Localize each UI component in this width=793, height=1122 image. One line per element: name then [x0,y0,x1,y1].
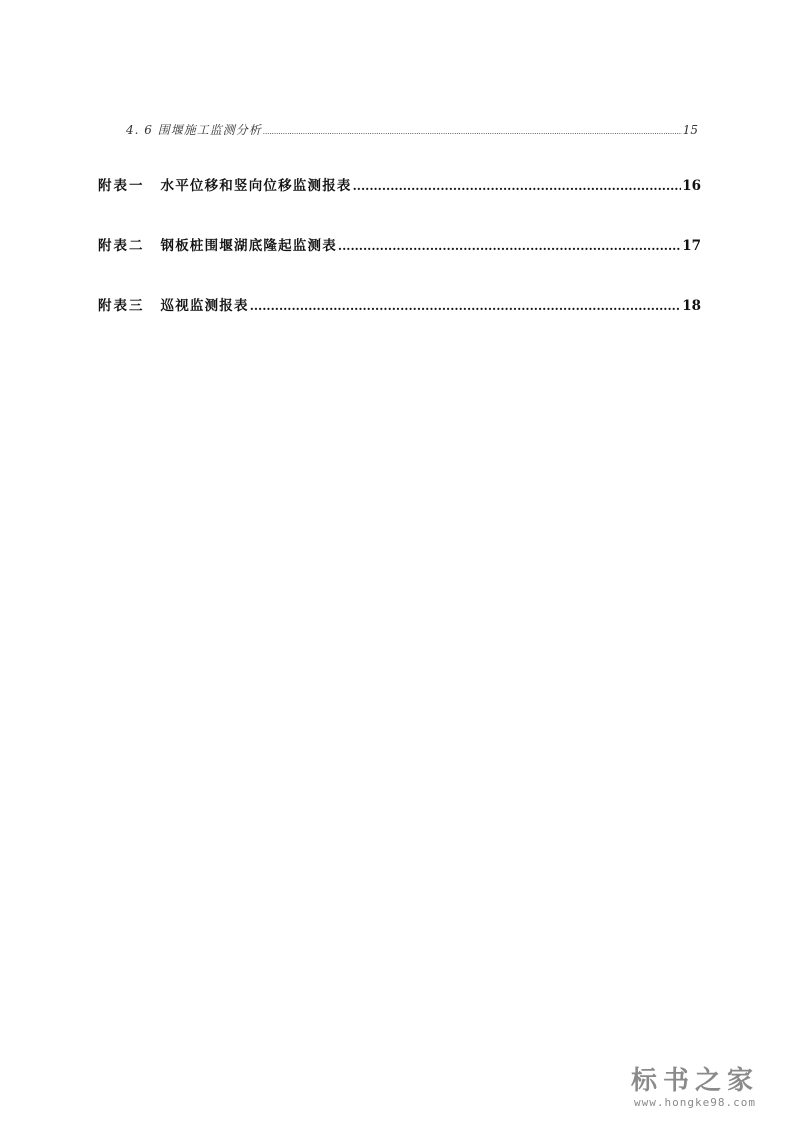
watermark [615,1066,775,1110]
toc-leader-dots [353,178,682,194]
watermark-url: www.hongke98.com [634,1096,756,1109]
toc-page-number: 15 [682,123,698,137]
toc-entry-appendix-3[interactable] [98,294,701,314]
toc-page-number: 16 [682,178,701,194]
appendix-prefix: 附表三 [98,298,145,314]
toc-leader-dots [338,238,681,254]
appendix-prefix: 附表二 [98,238,145,254]
watermark-logo: 标书之家 [630,1066,759,1096]
toc-entry-appendix-1[interactable] [98,174,701,194]
toc-entry-label: 4. 6 围堰施工监测分析 [126,123,262,137]
toc-page-number: 18 [682,298,701,314]
toc-page-number: 17 [682,238,701,254]
toc-entry-4-6[interactable] [126,121,698,138]
toc-entry-appendix-2[interactable] [98,234,701,254]
appendix-title: 巡视监测报表 [160,298,249,314]
toc-leader-dots [263,123,682,137]
appendix-title: 钢板桩围堰湖底隆起监测表 [160,238,337,254]
appendix-title: 水平位移和竖向位移监测报表 [160,178,352,194]
toc-leader-dots [250,298,682,314]
appendix-prefix: 附表一 [98,178,145,194]
